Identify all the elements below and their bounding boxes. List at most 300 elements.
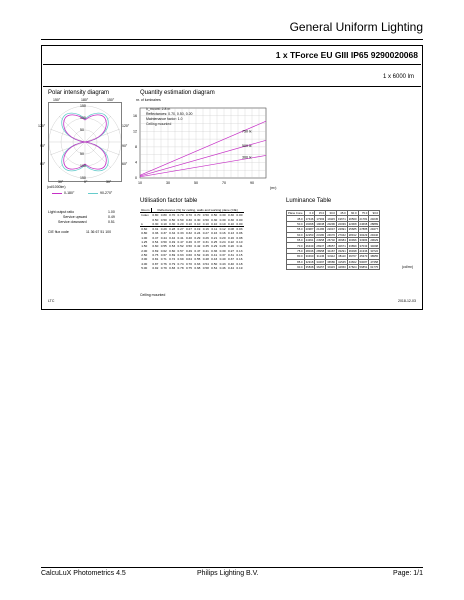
- uf-value-cell: 0.44: [160, 235, 167, 240]
- uf-value-cell: 0.53: [169, 244, 176, 249]
- luminance-value-cell: 33899: [348, 243, 357, 248]
- uf-reflectance-cell: 0.50: [177, 217, 184, 222]
- uf-reflectance-cell: 0.30: [227, 213, 235, 218]
- footer-right: Page: 1/1: [393, 570, 423, 577]
- luminance-value-cell: 28912: [348, 232, 357, 237]
- luminance-row: [287, 254, 380, 259]
- polar-angle-right-120: 120°: [122, 124, 130, 128]
- luminance-value-cell: 24668: [359, 221, 368, 226]
- luminance-value-cell: 41336: [359, 248, 368, 253]
- header-divider: [41, 39, 423, 40]
- uf-value-cell: 0.52: [194, 252, 201, 257]
- uf-reflectance-cell: 0.30: [194, 217, 201, 222]
- luminance-row: [287, 243, 380, 248]
- luminance-row: [287, 227, 380, 232]
- lamp-spec: 1 x 6000 lm: [382, 74, 414, 80]
- uf-reflectance-cell: 0.10: [211, 221, 218, 226]
- uf-value-cell: 0.63: [194, 261, 201, 266]
- luminance-value-cell: 30490: [305, 254, 314, 259]
- luminance-header-cell: 60.0: [347, 211, 358, 216]
- uf-reflectance-cell: 0.70: [169, 213, 176, 218]
- uf-value-cell: 0.62: [160, 248, 167, 253]
- uf-k-cell: 0.80: [141, 231, 148, 236]
- uf-value-cell: 0.40: [219, 257, 226, 262]
- luminance-cone-cell: 70.0: [287, 243, 305, 248]
- uf-value-cell: 0.28: [219, 244, 226, 249]
- uf-value-cell: 0.54: [202, 261, 209, 266]
- luminance-row: [287, 237, 380, 242]
- uf-value-cell: 0.83: [169, 265, 176, 270]
- uf-value-cell: 0.41: [177, 235, 184, 240]
- luminance-value-cell: 39115: [327, 265, 335, 270]
- x-tick-label: 50: [194, 181, 198, 185]
- uf-value-cell: 0.58: [202, 265, 209, 270]
- uf-value-cell: 0.16: [236, 257, 243, 262]
- meta-value: 0.49: [108, 215, 115, 219]
- uf-reflectance-cell: 0.30: [152, 221, 159, 226]
- meta-label: Light output ratio: [48, 210, 75, 214]
- luminance-header-cell: 15.0: [315, 211, 326, 216]
- uf-value-cell: 0.20: [227, 244, 235, 249]
- luminance-title: Luminance Table: [286, 198, 332, 204]
- y-tick-label: 12: [133, 129, 137, 134]
- uf-value-cell: 0.57: [177, 248, 184, 253]
- uf-reflectance-cell: 0.70: [185, 213, 192, 218]
- luminance-value-cell: 19671: [337, 216, 346, 221]
- uf-k-cell: 2.00: [141, 248, 148, 253]
- luminance-value-cell: 33291: [337, 248, 346, 253]
- cie-flux-value: 11 36 67 51 100: [86, 230, 112, 234]
- luminance-value-cell: 19098: [305, 221, 314, 226]
- quantity-chart: [126, 104, 278, 190]
- uf-reflectance-cell: 0.30: [219, 213, 226, 218]
- uf-reflectance-cell: 0.70: [194, 213, 201, 218]
- y-tick-label: 4: [135, 160, 137, 165]
- luminance-corner-cell: Plane Cone: [288, 211, 303, 216]
- uf-value-cell: 0.63: [177, 252, 184, 257]
- uf-value-cell: 0.50: [211, 261, 218, 266]
- x-tick-label: 90: [250, 181, 254, 185]
- luminance-value-cell: 28957: [327, 243, 335, 248]
- uf-reflectance-cell: 0.10: [185, 221, 192, 226]
- uf-value-cell: 0.54: [152, 240, 159, 245]
- luminance-value-cell: 19038: [316, 221, 325, 226]
- uf-value-cell: 0.42: [169, 235, 176, 240]
- uf-value-cell: 0.49: [185, 248, 192, 253]
- uf-value-cell: 0.75: [152, 252, 159, 257]
- uf-value-cell: 0.35: [202, 244, 209, 249]
- uf-value-cell: 0.74: [177, 261, 184, 266]
- legend-label-c90: 90-270°: [100, 191, 113, 195]
- y-tick-label: 16: [133, 113, 137, 118]
- uf-value-cell: 0.24: [194, 231, 201, 236]
- luminance-value-cell: 29477: [370, 227, 379, 232]
- luminance-value-cell: 50087: [359, 259, 368, 264]
- uf-table-wrap: [140, 208, 276, 290]
- luminance-value-cell: 43662: [348, 259, 357, 264]
- quantity-param: Reflectances: 0.70, 0.50, 0.20: [146, 112, 193, 116]
- quantity-param: Maintenance factor: 1.0: [146, 117, 183, 121]
- luminance-value-cell: 47358: [370, 259, 379, 264]
- luminance-value-cell: 31167: [327, 248, 335, 253]
- polar-radial-label: 100: [80, 116, 86, 120]
- luminance-value-cell: 21286: [316, 227, 325, 232]
- uf-value-cell: 0.27: [185, 227, 192, 232]
- polar-angle-left-60: 60°: [40, 162, 46, 166]
- uf-reflectance-cell: 0.50: [152, 217, 159, 222]
- luminance-value-cell: 61775: [370, 265, 379, 270]
- uf-value-cell: 0.52: [177, 244, 184, 249]
- uf-value-cell: 0.19: [236, 265, 243, 270]
- luminance-value-cell: 21781: [359, 216, 368, 221]
- uf-value-cell: 0.46: [219, 265, 226, 270]
- uf-value-cell: 0.28: [169, 227, 176, 232]
- uf-value-cell: 0.12: [219, 227, 226, 232]
- luminance-value-cell: 33497: [316, 259, 325, 264]
- uf-index-label: k: [141, 221, 143, 226]
- product-divider: [43, 64, 421, 65]
- uf-value-cell: 0.46: [185, 240, 192, 245]
- quantity-unit: (m²): [270, 186, 277, 190]
- luminance-header-cell: 45.0: [336, 211, 347, 216]
- uf-value-cell: 0.27: [177, 227, 184, 232]
- uf-value-cell: 0.68: [194, 265, 201, 270]
- luminance-row: [287, 259, 380, 264]
- uf-k-cell: 3.00: [141, 257, 148, 262]
- polar-angle-left-90: 90°: [40, 144, 46, 148]
- uf-value-cell: 0.27: [227, 248, 235, 253]
- luminance-value-cell: 38955: [370, 254, 379, 259]
- luminance-value-cell: 26439: [305, 243, 314, 248]
- uf-value-cell: 0.60: [185, 252, 192, 257]
- uf-k-cell: 5.00: [141, 265, 148, 270]
- uf-value-cell: 0.31: [152, 227, 159, 232]
- luminance-header-cell: 90.0: [369, 211, 380, 216]
- legend-swatch-c0: [52, 193, 62, 194]
- uf-reflectance-cell: 0.10: [202, 221, 209, 226]
- uf-reflectance-cell: 0.30: [169, 221, 176, 226]
- luminance-value-cell: 56851: [359, 265, 368, 270]
- luminance-value-cell: 41545: [337, 259, 346, 264]
- series-label: 500 lx: [242, 144, 252, 149]
- uf-value-cell: 0.29: [194, 235, 201, 240]
- uf-reflectance-cell: 0.80: [160, 213, 167, 218]
- luminance-header-cell: 75.0: [358, 211, 369, 216]
- series-label: 750 lx: [242, 129, 252, 134]
- luminance-value-cell: 17446: [305, 216, 314, 221]
- luminance-value-cell: 29446: [370, 232, 379, 237]
- uf-value-cell: 0.55: [194, 257, 201, 262]
- uf-k-cell: 0.60: [140, 227, 151, 232]
- uf-k-cell: 2.50: [141, 252, 148, 257]
- luminance-value-cell: 17393: [316, 216, 325, 221]
- uf-value-cell: 0.29: [211, 244, 218, 249]
- uf-title: Utilisation factor table: [140, 198, 198, 204]
- luminance-header-row: [287, 211, 380, 216]
- polar-angle-top-right: 150°: [107, 98, 115, 102]
- uf-value-cell: 0.81: [152, 257, 159, 262]
- luminance-cone-cell: 55.0: [287, 227, 305, 232]
- uf-value-cell: 0.69: [177, 257, 184, 262]
- uf-value-cell: 0.11: [236, 244, 243, 249]
- luminance-cone-cell: 50.0: [287, 221, 305, 226]
- luminance-value-cell: 36586: [327, 259, 335, 264]
- luminance-value-cell: 26937: [316, 243, 325, 248]
- uf-value-cell: 0.60: [152, 244, 159, 249]
- luminance-cone-cell: 60.0: [287, 232, 305, 237]
- uf-value-cell: 0.43: [219, 261, 226, 266]
- luminance-value-cell: 27885: [359, 227, 368, 232]
- polar-angle-bottom-center: 0°: [84, 180, 88, 184]
- uf-reflectance-cell: 0.50: [160, 217, 167, 222]
- footer-center: Philips Lighting B.V.: [197, 570, 259, 577]
- uf-value-cell: 0.78: [177, 265, 184, 270]
- footer-divider: [41, 567, 423, 568]
- uf-value-cell: 0.54: [211, 265, 218, 270]
- polar-radial-label: 50: [80, 152, 84, 156]
- polar-radial-label: 150: [80, 176, 86, 180]
- uf-reflectance-cell: 0.00: [236, 221, 243, 226]
- luminance-row: [287, 264, 380, 269]
- uf-k-cell: 1.25: [141, 240, 148, 245]
- luminance-value-cell: 27042: [337, 232, 346, 237]
- luminance-value-cell: 36257: [316, 265, 325, 270]
- luminance-value-cell: 36498: [348, 248, 357, 253]
- luminance-value-cell: 30229: [359, 232, 368, 237]
- polar-radial-label: 50: [80, 128, 84, 132]
- polar-angle-right-90: 90°: [122, 144, 128, 148]
- polar-title: Polar intensity diagram: [48, 90, 110, 96]
- uf-reflectance-row: [140, 222, 244, 227]
- luminance-cone-cell: 85.0: [287, 259, 305, 264]
- uf-value-cell: 0.25: [211, 240, 218, 245]
- uf-reflectance-cell: 0.30: [211, 217, 218, 222]
- polar-angle-bottom-right: 30°: [106, 180, 112, 184]
- uf-value-cell: 0.55: [160, 244, 167, 249]
- quantity-param: h_mount: 2.8 m: [146, 107, 171, 111]
- luminance-unit: (cd/m²): [402, 265, 414, 269]
- lamp-divider: [43, 86, 421, 87]
- luminance-value-cell: 28046: [305, 248, 314, 253]
- uf-value-cell: 0.20: [219, 235, 226, 240]
- luminance-cone-cell: 65.0: [287, 237, 305, 242]
- uf-reflectance-cell: 0.10: [194, 221, 201, 226]
- uf-value-cell: 0.16: [227, 235, 235, 240]
- uf-reflectance-row: [140, 213, 244, 218]
- luminance-value-cell: 22253: [305, 232, 314, 237]
- y-tick-label: 0: [135, 176, 137, 181]
- luminance-value-cell: 31136: [316, 254, 325, 259]
- uf-value-cell: 0.13: [227, 231, 235, 236]
- uf-value-cell: 0.18: [236, 261, 243, 266]
- luminance-row: [287, 248, 380, 253]
- uf-value-cell: 0.36: [211, 248, 218, 253]
- uf-value-cell: 0.41: [202, 248, 209, 253]
- luminance-value-cell: 33722: [370, 248, 379, 253]
- luminance-value-cell: 34698: [370, 243, 379, 248]
- uf-index-label: Index: [140, 213, 151, 218]
- meta-value: 0.51: [108, 220, 115, 224]
- luminance-cone-cell: 75.0: [287, 248, 305, 253]
- footer-small-right: 2018-12-03: [398, 299, 416, 303]
- x-tick-label: 70: [222, 181, 226, 185]
- uf-value-cell: 0.47: [177, 240, 184, 245]
- polar-angle-right-60: 60°: [122, 162, 128, 166]
- uf-value-cell: 0.27: [202, 231, 209, 236]
- uf-value-cell: 0.64: [185, 257, 192, 262]
- uf-value-cell: 0.67: [160, 252, 167, 257]
- meta-label: Service upward: [63, 215, 88, 219]
- uf-value-cell: 0.16: [211, 231, 218, 236]
- uf-value-cell: 0.40: [185, 235, 192, 240]
- meta-label: Service downward: [58, 220, 87, 224]
- uf-value-cell: 0.46: [202, 252, 209, 257]
- uf-value-cell: 0.10: [236, 240, 243, 245]
- polar-diagram: [48, 102, 122, 182]
- luminance-value-cell: 24391: [305, 238, 314, 243]
- uf-reflectance-cell: 0.30: [185, 217, 192, 222]
- luminance-value-cell: 35838: [305, 265, 314, 270]
- uf-value-cell: 0.76: [160, 261, 167, 266]
- uf-reflectance-cell: 0.30: [219, 217, 226, 222]
- luminance-value-cell: 33384: [359, 238, 368, 243]
- legend-label-c0: 0-180°: [64, 191, 75, 195]
- luminance-table: [286, 210, 380, 270]
- luminance-row: [287, 216, 380, 221]
- luminance-value-cell: 20296: [327, 221, 335, 226]
- uf-value-cell: 0.79: [169, 261, 176, 266]
- uf-value-cell: 0.69: [169, 252, 176, 257]
- uf-value-cell: 0.31: [202, 240, 209, 245]
- luminance-value-cell: 22047: [327, 227, 335, 232]
- uf-value-cell: 0.50: [185, 244, 192, 249]
- luminance-value-cell: 47824: [348, 265, 357, 270]
- uf-value-cell: 0.41: [211, 252, 218, 257]
- luminance-value-cell: 25685: [348, 227, 357, 232]
- luminance-value-cell: 37033: [359, 243, 368, 248]
- polar-angle-top-center: 180°: [81, 98, 89, 102]
- uf-reflectance-cell: 0.30: [227, 217, 235, 222]
- uf-value-cell: 0.48: [202, 257, 209, 262]
- uf-value-cell: 0.29: [160, 227, 167, 232]
- luminance-value-cell: 22039: [337, 221, 346, 226]
- luminance-cone-cell: 90.0: [287, 264, 305, 269]
- uf-value-cell: 0.70: [185, 261, 192, 266]
- polar-angle-left-120: 120°: [38, 124, 46, 128]
- quantity-param: Ceiling mounted: [146, 122, 172, 126]
- polar-angle-top-left: 150°: [53, 98, 61, 102]
- luminance-value-cell: 44650: [337, 265, 346, 270]
- uf-value-cell: 0.40: [227, 261, 235, 266]
- uf-value-cell: 0.36: [152, 231, 159, 236]
- luminance-value-cell: 24958: [316, 238, 325, 243]
- footer-small-left: LTC: [48, 299, 55, 303]
- uf-value-cell: 0.21: [211, 235, 218, 240]
- luminance-value-cell: 39767: [348, 254, 357, 259]
- page-title: General Uniform Lighting: [289, 20, 423, 34]
- uf-k-cell: 1.50: [141, 244, 148, 249]
- series-label: 300 lx: [242, 155, 252, 160]
- quantity-ylabel: nr. of luminaires: [136, 98, 161, 102]
- luminance-value-cell: 22968: [348, 221, 357, 226]
- uf-value-cell: 0.92: [152, 265, 159, 270]
- luminance-value-cell: 32918: [305, 259, 314, 264]
- luminance-value-cell: 30996: [348, 238, 357, 243]
- uf-row: [140, 266, 244, 270]
- luminance-value-cell: 45370: [359, 254, 368, 259]
- uf-reflectance-cell: 0.00: [236, 217, 243, 222]
- luminance-cone-cell: 80.0: [287, 254, 305, 259]
- uf-value-cell: 0.16: [219, 231, 226, 236]
- polar-unit: (cd/1000lm): [47, 185, 66, 189]
- luminance-value-cell: 24670: [327, 232, 335, 237]
- uf-value-cell: 0.22: [227, 240, 235, 245]
- uf-value-cell: 0.71: [160, 257, 167, 262]
- uf-reflectance-cell: 0.50: [202, 213, 209, 218]
- luminance-value-cell: 20560: [348, 216, 357, 221]
- luminance-value-cell: 23180: [316, 232, 325, 237]
- uf-value-cell: 0.44: [227, 265, 235, 270]
- uf-value-cell: 0.50: [160, 240, 167, 245]
- uf-header-caption: Reflectances (%) for ceiling, walls and working plane (CIE): [151, 208, 243, 213]
- luminance-value-cell: 28889: [370, 221, 379, 226]
- polar-angle-bottom-left: 30°: [58, 180, 64, 184]
- uf-value-cell: 0.72: [169, 257, 176, 262]
- uf-value-cell: 0.37: [227, 257, 235, 262]
- uf-value-cell: 0.47: [194, 248, 201, 253]
- uf-reflectance-cell: 0.20: [177, 221, 184, 226]
- luminance-row: [287, 232, 380, 237]
- uf-value-cell: 0.69: [152, 248, 159, 253]
- polar-radial-label: 150: [80, 104, 86, 108]
- uf-value-cell: 0.49: [169, 240, 176, 245]
- uf-table: [140, 208, 244, 270]
- luminance-value-cell: 28958: [316, 248, 325, 253]
- uf-value-cell: 0.33: [177, 231, 184, 236]
- legend-swatch-c90: [88, 193, 98, 194]
- uf-reflectance-cell: 0.80: [152, 213, 159, 218]
- uf-reflectance-cell: 0.70: [177, 213, 184, 218]
- footer-left: CalcuLuX Photometrics 4.5: [41, 570, 126, 577]
- uf-value-cell: 0.16: [202, 227, 209, 232]
- luminance-row: [287, 221, 380, 226]
- cie-flux-label: CIE flux code: [48, 230, 69, 234]
- luminance-cone-cell: 45.0: [287, 216, 305, 221]
- luminance-value-cell: 20987: [305, 227, 314, 232]
- uf-value-cell: 0.75: [185, 265, 192, 270]
- luminance-header-cell: 30.0: [326, 211, 337, 216]
- uf-footer: Ceiling mounted: [140, 293, 166, 297]
- luminance-value-cell: 24045: [370, 216, 379, 221]
- uf-value-cell: 0.43: [211, 257, 218, 262]
- uf-reflectance-cell: 0.50: [211, 213, 218, 218]
- uf-value-cell: 0.15: [236, 252, 243, 257]
- uf-value-cell: 0.37: [219, 252, 226, 257]
- uf-reflectance-cell: 0.50: [169, 217, 176, 222]
- uf-value-cell: 0.19: [194, 227, 201, 232]
- uf-room-label: Room: [141, 208, 150, 212]
- y-tick-label: 8: [135, 145, 137, 150]
- luminance-value-cell: 32671: [337, 243, 346, 248]
- luminance-value-cell: 30684: [337, 238, 346, 243]
- uf-reflectance-cell: 0.10: [219, 221, 226, 226]
- uf-value-cell: 0.30: [219, 248, 226, 253]
- uf-value-cell: 0.11: [211, 227, 218, 232]
- luminance-value-cell: 38110: [338, 254, 346, 259]
- luminance-value-cell: 29629: [370, 238, 379, 243]
- uf-value-cell: 0.24: [219, 240, 226, 245]
- uf-reflectance-cell: 0.00: [236, 213, 243, 218]
